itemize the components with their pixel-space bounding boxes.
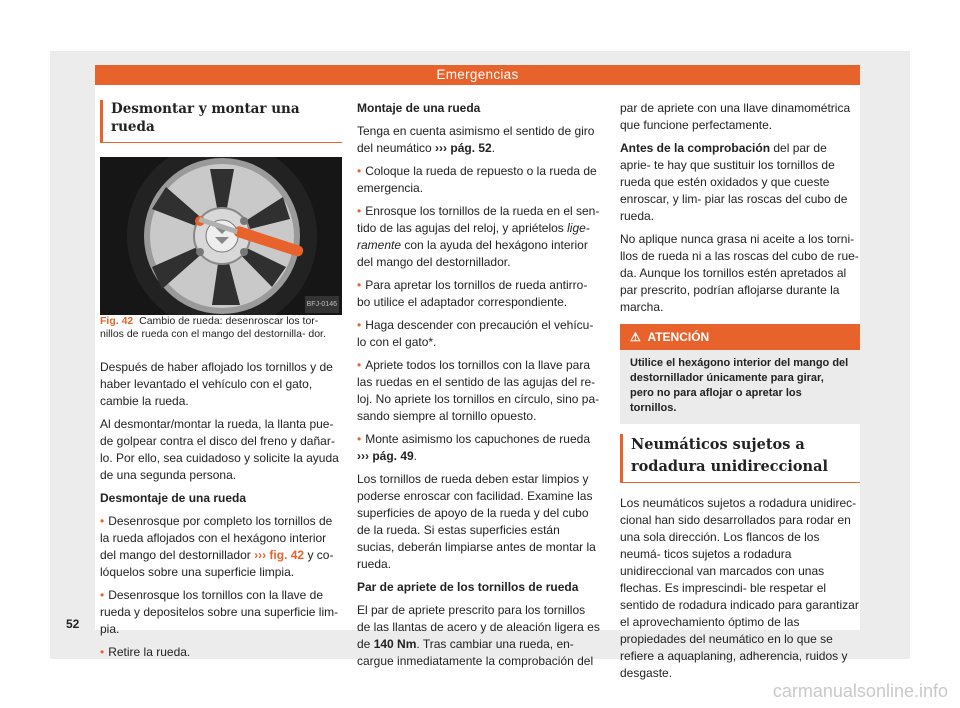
list-item: • Desenrosque los tornillos con la llave de rueda y depositelos sobre una superficie lim- pia.: [100, 587, 342, 638]
wheel-figure: [100, 157, 342, 315]
warning-title: ATENCIÓN: [647, 330, 710, 344]
column-right: [620, 100, 860, 688]
section-title: Desmontar y montar una rueda: [111, 101, 300, 135]
list-item: • Haga descender con precaución el vehícu- lo con el gato*.: [357, 317, 600, 351]
paragraph: Después de haber aflojado los tornillos y de haber levantado el vehículo con el gato, cambie la rueda.: [100, 360, 333, 408]
watermark: carmanualsonline.info: [772, 681, 948, 701]
list-item: • Enrosque los tornillos de la rueda en el sen- tido de las agujas del reloj, y apriételos lige- ramente con la ayuda del hexágono interior del mango del destornillador.: [357, 203, 600, 271]
page-link[interactable]: ››› pág. 49: [357, 449, 414, 463]
section-title-box: [100, 100, 342, 143]
paragraph: No aplique nunca grasa ni aceite a los torni- llos de rueda ni a las roscas del cubo de rue- da. Aunque los tornillos estén apretados al par prescrito, podrían aflojarse durante la marcha.: [620, 232, 859, 314]
figure-ref: Fig. 42: [100, 315, 134, 327]
figure-caption-text: Cambio de rueda: desenroscar los tor- nillos de rueda con el mango del destornilla- dor.: [100, 315, 326, 340]
column-middle: [357, 100, 600, 676]
section-header: Emergencias: [95, 65, 860, 85]
warning-header: [620, 324, 860, 350]
subheading: Desmontaje de una rueda: [100, 491, 247, 505]
paragraph: Tenga en cuenta asimismo el sentido de giro del neumático ››› pág. 52.: [357, 124, 595, 155]
subheading: Par de apriete de los tornillos de rueda: [357, 580, 579, 594]
subheading: Montaje de una rueda: [357, 101, 481, 115]
warning-icon: ⚠: [630, 330, 641, 344]
warning-body: Utilice el hexágono interior del mango del destornillador únicamente para girar, pero no para aflojar o apretar los tornillos.: [630, 357, 849, 414]
page-link[interactable]: ››› pág. 52: [435, 141, 492, 155]
section-title: Neumáticos sujetos a rodadura unidireccional: [620, 434, 860, 483]
page-number: 52: [66, 617, 80, 631]
list-item: • Retire la rueda.: [100, 644, 342, 661]
paragraph: Los tornillos de rueda deben estar limpios y poderse enroscar con facilidad. Examine las superficies de apoyo de la rueda y del cubo de la rueda. Si estas superficies están sucias, deberán limpiarse antes de montar la rueda.: [357, 472, 596, 571]
figure-link[interactable]: ››› fig. 42: [254, 548, 305, 562]
paragraph: El par de apriete prescrito para los tornillos de las llantas de acero y de aleación ligera es de 140 Nm. Tras cambiar una rueda, en- cargue inmediatamente la comprobación del: [357, 603, 600, 668]
list-item: • Monte asimismo los capuchones de rueda ››› pág. 49.: [357, 431, 600, 465]
list-item: • Apriete todos los tornillos con la llave para las ruedas en el sentido de las agujas del re- loj. No apriete los tornillos en círculo, sino pa- sando siempre al tornillo opuesto.: [357, 357, 600, 425]
paragraph: Antes de la comprobación del par de aprie- te hay que sustituir los tornillos de rueda que estén oxidados y que cueste enroscar, y lim- piar las roscas del cubo de rueda.: [620, 141, 848, 223]
wheel-illustration: [100, 157, 342, 315]
paragraph: Los neumáticos sujetos a rodadura unidirec- cional han sido desarrollados para rodar en una sola dirección. Los flancos de los neumá- ticos sujetos a rodadura unidireccional van marcados con unas flechas. Es imprescindi- ble respetar el sentido de rodadura indicado para garantizar el aprovechamiento óptimo de las propiedades del neumático en lo que se refiere a aquaplaning, adherencia, ruidos y desgaste.: [620, 496, 859, 680]
list-item: • Coloque la rueda de repuesto o la rueda de emergencia.: [357, 163, 600, 197]
column-left: [100, 100, 342, 667]
paragraph: par de apriete con una llave dinamométrica que funcione perfectamente.: [620, 101, 851, 132]
list-item: • Desenrosque por completo los tornillos de la rueda aflojados con el hexágono interior del mango del destornillador ››› fig. 42 y co- lóquelos sobre una superficie limpia.: [100, 513, 342, 581]
paragraph: Al desmontar/montar la rueda, la llanta pue- de golpear contra el disco del freno y dañar- lo. Por ello, sea cuidadoso y solicite la ayuda de una segunda persona.: [100, 417, 339, 482]
warning-box: [620, 324, 860, 424]
figure-caption: [100, 315, 342, 341]
figure-code: BFJ-0146: [305, 296, 339, 313]
list-item: • Para apretar los tornillos de rueda antirro- bo utilice el adaptador correspondiente.: [357, 277, 600, 311]
